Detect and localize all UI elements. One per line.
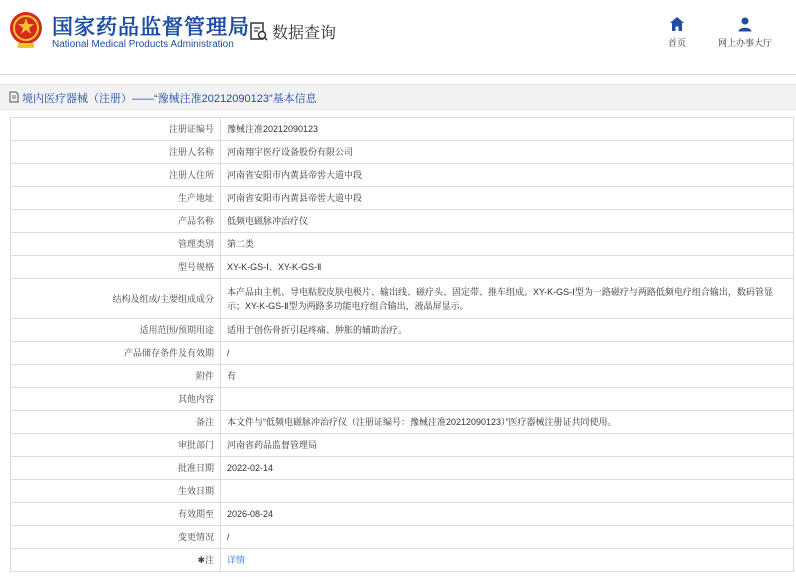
field-value: 2026-08-24 bbox=[221, 503, 794, 526]
field-label: 其他内容 bbox=[11, 388, 221, 411]
table-row bbox=[11, 434, 794, 457]
field-label: 产品储存条件及有效期 bbox=[11, 342, 221, 365]
nav-home-label: 首页 bbox=[667, 38, 686, 48]
field-label: 结构及组成/主要组成成分 bbox=[11, 279, 221, 319]
field-label: 注册人名称 bbox=[11, 141, 221, 164]
table-row bbox=[11, 411, 794, 434]
field-value: 低频电磁脉冲治疗仪 bbox=[221, 210, 794, 233]
table-row bbox=[11, 233, 794, 256]
field-label: 生效日期 bbox=[11, 480, 221, 503]
table-row bbox=[11, 457, 794, 480]
home-icon bbox=[669, 16, 685, 32]
field-value: 2022-02-14 bbox=[221, 457, 794, 480]
record-detail-table bbox=[10, 117, 794, 572]
field-label: ✱注 bbox=[11, 549, 221, 572]
field-value bbox=[221, 480, 794, 503]
table-row bbox=[11, 388, 794, 411]
field-value: 有 bbox=[221, 365, 794, 388]
field-label: 产品名称 bbox=[11, 210, 221, 233]
table-row bbox=[11, 342, 794, 365]
field-value: 河南省药品监督管理局 bbox=[221, 434, 794, 457]
table-row bbox=[11, 164, 794, 187]
field-label: 审批部门 bbox=[11, 434, 221, 457]
national-emblem-icon bbox=[8, 10, 44, 50]
field-label: 附件 bbox=[11, 365, 221, 388]
table-row bbox=[11, 503, 794, 526]
field-label: 批准日期 bbox=[11, 457, 221, 480]
data-query-label: 数据查询 bbox=[272, 25, 337, 42]
field-label: 适用范围/预期用途 bbox=[11, 319, 221, 342]
field-value: 河南省安阳市内黄县帝喾大道中段 bbox=[221, 164, 794, 187]
field-label: 型号规格 bbox=[11, 256, 221, 279]
field-label: 变更情况 bbox=[11, 526, 221, 549]
table-row bbox=[11, 279, 794, 319]
field-value: 本产品由主机、导电粘胶皮肤电极片、输出线、磁疗头、固定带、推车组成。XY-K-GS-Ⅰ型为一路磁疗与两路低频电疗组合输出，数码管显示；XY-K-GS-Ⅱ型为两路多功能电疗组合输出，液晶屏显示。 bbox=[221, 279, 794, 319]
nav-home[interactable] bbox=[664, 16, 690, 49]
document-icon bbox=[8, 91, 20, 103]
field-label: 有效期至 bbox=[11, 503, 221, 526]
field-value: 河南省安阳市内黄县帝喾大道中段 bbox=[221, 187, 794, 210]
field-value bbox=[221, 388, 794, 411]
details-link[interactable]: 详情 bbox=[227, 555, 246, 565]
data-query-link[interactable] bbox=[250, 20, 336, 43]
nav-online-service-hall[interactable] bbox=[712, 16, 778, 49]
field-label: 备注 bbox=[11, 411, 221, 434]
field-label: 注册证编号 bbox=[11, 118, 221, 141]
nav-online-service-hall-label: 网上办事大厅 bbox=[717, 38, 772, 48]
field-label: 注册人住所 bbox=[11, 164, 221, 187]
field-value: 本文件与“低频电磁脉冲治疗仪（注册证编号：豫械注准20212090123）”医疗器械注册证共同使用。 bbox=[221, 411, 794, 434]
field-value: 豫械注准20212090123 bbox=[221, 118, 794, 141]
field-value: XY-K-GS-Ⅰ、XY-K-GS-Ⅱ bbox=[221, 256, 794, 279]
table-row bbox=[11, 526, 794, 549]
field-label: 管理类别 bbox=[11, 233, 221, 256]
field-label: 生产地址 bbox=[11, 187, 221, 210]
brand-name-en: National Medical Products Administration bbox=[52, 39, 234, 50]
site-header bbox=[0, 0, 796, 66]
field-value: / bbox=[221, 526, 794, 549]
header-divider bbox=[0, 74, 796, 75]
field-value: 适用于创伤骨折引起疼痛、肿胀的辅助治疗。 bbox=[221, 319, 794, 342]
record-title: 境内医疗器械（注册）——“豫械注准20212090123”基本信息 bbox=[22, 93, 317, 105]
table-row bbox=[11, 480, 794, 503]
table-row bbox=[11, 118, 794, 141]
table-row bbox=[11, 210, 794, 233]
table-row bbox=[11, 549, 794, 572]
table-row bbox=[11, 141, 794, 164]
field-value: 第二类 bbox=[221, 233, 794, 256]
table-row bbox=[11, 187, 794, 210]
table-row bbox=[11, 365, 794, 388]
document-search-icon bbox=[250, 22, 268, 42]
table-row bbox=[11, 256, 794, 279]
table-row bbox=[11, 319, 794, 342]
field-value: / bbox=[221, 342, 794, 365]
field-value: 河南翔宇医疗设备股份有限公司 bbox=[221, 141, 794, 164]
user-icon bbox=[737, 16, 753, 32]
record-title-bar bbox=[0, 84, 796, 110]
brand-name-cn: 国家药品监督管理局 bbox=[52, 16, 250, 39]
